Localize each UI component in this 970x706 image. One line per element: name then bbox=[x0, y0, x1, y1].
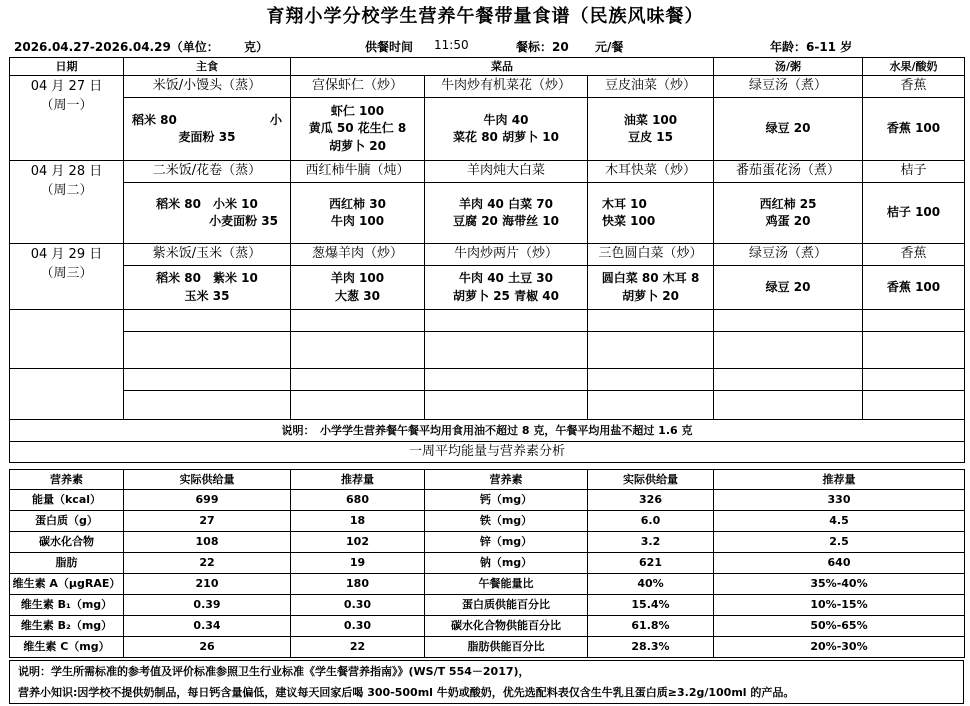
empty-cell bbox=[124, 310, 291, 332]
nutrient-name: 维生素 B₁（mg） bbox=[10, 595, 124, 616]
dish-name: 牛肉炒有机菜花（炒） bbox=[425, 76, 588, 98]
nutrient-header: 营养素 bbox=[425, 470, 588, 490]
empty-cell bbox=[291, 310, 425, 332]
staple-name: 二米饭/花卷（蒸） bbox=[124, 161, 291, 183]
soup-ingredients bbox=[714, 183, 863, 244]
empty-cell bbox=[714, 369, 863, 391]
empty-cell bbox=[124, 391, 291, 420]
dish-ingredients bbox=[425, 183, 588, 244]
soup-name: 绿豆汤（煮） bbox=[714, 76, 863, 98]
nutrition-row bbox=[10, 595, 965, 616]
recommended-value: 18 bbox=[291, 511, 425, 532]
ingredient-line: 香蕉 100 bbox=[886, 121, 941, 136]
ingredient-line: 菜花 80 胡萝卜 10 bbox=[453, 130, 559, 144]
nutrient-name: 钙（mg） bbox=[425, 490, 588, 511]
staple-ingredient-line: 稻米 80 小米 10 bbox=[156, 196, 258, 211]
day-date: 04 月 29 日 bbox=[30, 247, 103, 262]
empty-row bbox=[10, 369, 965, 391]
staple-ingredients bbox=[124, 98, 291, 161]
dish-ingredients bbox=[588, 266, 714, 310]
empty-cell bbox=[425, 391, 588, 420]
actual-value: 108 bbox=[124, 532, 291, 553]
recommended-header: 推荐量 bbox=[291, 470, 425, 490]
ingredient-line: 牛肉 40 bbox=[483, 112, 529, 127]
day-weekday: （周一） bbox=[40, 97, 93, 113]
oil-salt-note: 说明： 小学学生营养餐午餐平均用食用油不超过 8 克，午餐平均用盐不超过 1.6 克 bbox=[10, 420, 965, 442]
recommended-value: 50%-65% bbox=[714, 616, 965, 637]
ingredient-line: 牛肉 40 土豆 30 bbox=[459, 271, 553, 286]
nutrition-header-row bbox=[10, 470, 965, 490]
staple-ingredient-line: 稻米 80 紫米 10 bbox=[156, 271, 258, 286]
ingredient-line: 胡萝卜 25 青椒 40 bbox=[453, 288, 559, 303]
nutrient-name: 蛋白质供能百分比 bbox=[425, 595, 588, 616]
actual-value: 0.34 bbox=[124, 616, 291, 637]
ingredient-line: 胡萝卜 20 bbox=[329, 138, 386, 153]
actual-value: 210 bbox=[124, 574, 291, 595]
nutrient-name: 维生素 B₂（mg） bbox=[10, 616, 124, 637]
staple-name: 紫米饭/玉米（蒸） bbox=[124, 244, 291, 266]
dish-name: 三色圆白菜（炒） bbox=[588, 244, 714, 266]
ingredient-row bbox=[10, 98, 965, 161]
nutrient-name: 蛋白质（g） bbox=[10, 511, 124, 532]
dish-name: 西红柿牛腩（炖） bbox=[291, 161, 425, 183]
nutrition-body bbox=[10, 490, 965, 658]
ingredient-line: 黄瓜 50 花生仁 8 bbox=[308, 121, 407, 136]
staple-ingredient-line: 稻米 80 bbox=[132, 112, 177, 127]
age-range: 年龄：6-11 岁 bbox=[770, 40, 853, 54]
day-row bbox=[10, 161, 965, 183]
nutrition-row bbox=[10, 616, 965, 637]
serve-time: 11:50 bbox=[434, 38, 469, 52]
empty-cell bbox=[425, 332, 588, 369]
nutrition-row bbox=[10, 637, 965, 658]
staple-ingredient-line: 小 bbox=[269, 112, 282, 127]
analysis-title-row bbox=[10, 442, 965, 463]
day-weekday: （周三） bbox=[40, 265, 93, 281]
empty-cell bbox=[425, 369, 588, 391]
recommended-value: 0.30 bbox=[291, 595, 425, 616]
ingredient-line: 油菜 100 bbox=[623, 112, 678, 127]
dish-name: 葱爆羊肉（炒） bbox=[291, 244, 425, 266]
soup-name: 绿豆汤（煮） bbox=[714, 244, 863, 266]
nutrition-row bbox=[10, 490, 965, 511]
actual-value: 26 bbox=[124, 637, 291, 658]
empty-cell bbox=[10, 310, 124, 369]
nutrition-row bbox=[10, 574, 965, 595]
ingredient-line: 绿豆 20 bbox=[765, 121, 811, 136]
empty-cell bbox=[425, 310, 588, 332]
nutrition-table bbox=[9, 469, 965, 658]
actual-value: 699 bbox=[124, 490, 291, 511]
soup-ingredients bbox=[714, 266, 863, 310]
menu-table bbox=[9, 57, 965, 463]
empty-cell bbox=[291, 391, 425, 420]
fruit-name: 桔子 bbox=[863, 161, 965, 183]
empty-cell bbox=[10, 369, 124, 420]
soup-ingredients bbox=[714, 98, 863, 161]
nutrient-name: 维生素 C（mg） bbox=[10, 637, 124, 658]
day-row bbox=[10, 76, 965, 98]
actual-value: 621 bbox=[588, 553, 714, 574]
price-unit: 元/餐 bbox=[595, 40, 624, 54]
nutrient-name: 碳水化合物供能百分比 bbox=[425, 616, 588, 637]
staple-ingredient-line: 玉米 35 bbox=[184, 288, 230, 303]
ingredient-line: 圆白菜 80 木耳 8 bbox=[601, 271, 700, 286]
empty-cell bbox=[588, 391, 714, 420]
recommended-value: 20%-30% bbox=[714, 637, 965, 658]
menu-header-row bbox=[10, 58, 965, 76]
ingredient-line: 羊肉 100 bbox=[330, 271, 385, 286]
fruit-ingredients bbox=[863, 266, 965, 310]
dish-name: 木耳快菜（炒） bbox=[588, 161, 714, 183]
header-date: 日期 bbox=[10, 58, 124, 76]
actual-value: 6.0 bbox=[588, 511, 714, 532]
actual-header: 实际供给量 bbox=[588, 470, 714, 490]
ingredient-line: 豆腐 20 海带丝 10 bbox=[453, 214, 559, 228]
nutrition-row bbox=[10, 553, 965, 574]
empty-cell bbox=[714, 391, 863, 420]
recommended-value: 102 bbox=[291, 532, 425, 553]
recommended-value: 680 bbox=[291, 490, 425, 511]
empty-cell bbox=[863, 391, 965, 420]
recommended-value: 35%-40% bbox=[714, 574, 965, 595]
dish-ingredients bbox=[425, 98, 588, 161]
dish-name: 牛肉炒两片（炒） bbox=[425, 244, 588, 266]
page-title: 育翔小学分校学生营养午餐带量食谱（民族风味餐） bbox=[266, 6, 704, 27]
empty-cell bbox=[124, 369, 291, 391]
recommended-header: 推荐量 bbox=[714, 470, 965, 490]
ingredient-row bbox=[10, 183, 965, 244]
ingredient-line: 豆皮 15 bbox=[628, 130, 673, 144]
fruit-ingredients bbox=[863, 98, 965, 161]
dish-name: 豆皮油菜（炒） bbox=[588, 76, 714, 98]
header-dishes: 菜品 bbox=[291, 58, 714, 76]
ingredient-row bbox=[10, 266, 965, 310]
day-date: 04 月 28 日 bbox=[30, 164, 103, 179]
actual-value: 61.8% bbox=[588, 616, 714, 637]
day-cell bbox=[10, 76, 124, 161]
empty-cell bbox=[588, 310, 714, 332]
ingredient-line: 羊肉 40 白菜 70 bbox=[459, 196, 553, 211]
nutrient-name: 钠（mg） bbox=[425, 553, 588, 574]
empty-cell bbox=[291, 332, 425, 369]
date-range: 2026.04.27-2026.04.29（单位： bbox=[14, 40, 219, 54]
staple-ingredient-line: 麦面粉 35 bbox=[178, 130, 236, 144]
recommended-value: 19 bbox=[291, 553, 425, 574]
recommended-value: 4.5 bbox=[714, 511, 965, 532]
empty-cell bbox=[863, 369, 965, 391]
ingredient-line: 快菜 100 bbox=[602, 214, 656, 228]
fruit-name: 香蕉 bbox=[863, 76, 965, 98]
unit-label: 克） bbox=[244, 40, 269, 54]
analysis-title: 一周平均能量与营养素分析 bbox=[10, 442, 965, 463]
ingredient-line: 木耳 10 bbox=[602, 196, 647, 211]
actual-value: 326 bbox=[588, 490, 714, 511]
staple-ingredients bbox=[124, 266, 291, 310]
nutrient-name: 锌（mg） bbox=[425, 532, 588, 553]
nutrient-name: 碳水化合物 bbox=[10, 532, 124, 553]
nutrition-row bbox=[10, 511, 965, 532]
actual-value: 28.3% bbox=[588, 637, 714, 658]
actual-value: 40% bbox=[588, 574, 714, 595]
recommended-value: 640 bbox=[714, 553, 965, 574]
header-staple: 主食 bbox=[124, 58, 291, 76]
day-weekday: （周二） bbox=[40, 182, 93, 198]
serve-time-label: 供餐时间 bbox=[365, 40, 414, 54]
fruit-ingredients bbox=[863, 183, 965, 244]
ingredient-line: 胡萝卜 20 bbox=[622, 288, 679, 303]
empty-cell bbox=[588, 332, 714, 369]
header-fruit: 水果/酸奶 bbox=[863, 58, 965, 76]
nutrient-header: 营养素 bbox=[10, 470, 124, 490]
staple-ingredients bbox=[124, 183, 291, 244]
actual-value: 15.4% bbox=[588, 595, 714, 616]
day-date: 04 月 27 日 bbox=[30, 79, 103, 94]
empty-cell bbox=[863, 332, 965, 369]
ingredient-line: 鸡蛋 20 bbox=[765, 214, 811, 228]
dish-ingredients bbox=[588, 183, 714, 244]
empty-cell bbox=[714, 310, 863, 332]
day-cell bbox=[10, 244, 124, 310]
actual-value: 22 bbox=[124, 553, 291, 574]
price-label: 餐标：20 bbox=[516, 40, 569, 54]
ingredient-line: 大葱 30 bbox=[335, 288, 380, 303]
dish-name: 羊肉炖大白菜 bbox=[425, 161, 588, 183]
empty-cell bbox=[124, 332, 291, 369]
empty-row bbox=[10, 332, 965, 369]
ingredient-line: 绿豆 20 bbox=[765, 279, 811, 294]
dish-ingredients bbox=[291, 266, 425, 310]
nutrient-name: 午餐能量比 bbox=[425, 574, 588, 595]
empty-row bbox=[10, 310, 965, 332]
empty-row bbox=[10, 391, 965, 420]
nutrient-name: 铁（mg） bbox=[425, 511, 588, 532]
recommended-value: 330 bbox=[714, 490, 965, 511]
actual-value: 27 bbox=[124, 511, 291, 532]
day-row bbox=[10, 244, 965, 266]
oil-note-row bbox=[10, 420, 965, 442]
nutrient-name: 维生素 A（μgRAE） bbox=[10, 574, 124, 595]
dish-ingredients bbox=[291, 183, 425, 244]
nutrition-row bbox=[10, 532, 965, 553]
dish-ingredients bbox=[425, 266, 588, 310]
ingredient-line: 香蕉 100 bbox=[886, 279, 941, 294]
fruit-name: 香蕉 bbox=[863, 244, 965, 266]
nutrient-name: 脂肪 bbox=[10, 553, 124, 574]
day-cell bbox=[10, 161, 124, 244]
actual-header: 实际供给量 bbox=[124, 470, 291, 490]
recommended-value: 10%-15% bbox=[714, 595, 965, 616]
recommended-value: 22 bbox=[291, 637, 425, 658]
recommended-value: 2.5 bbox=[714, 532, 965, 553]
dish-ingredients bbox=[588, 98, 714, 161]
footer-notes bbox=[9, 660, 964, 704]
nutrient-name: 脂肪供能百分比 bbox=[425, 637, 588, 658]
recommended-value: 180 bbox=[291, 574, 425, 595]
ingredient-line: 虾仁 100 bbox=[330, 103, 385, 118]
ingredient-line: 西红柿 30 bbox=[329, 196, 386, 211]
dish-ingredients bbox=[291, 98, 425, 161]
empty-cell bbox=[714, 332, 863, 369]
ingredient-line: 牛肉 100 bbox=[330, 214, 385, 228]
header-soup: 汤/粥 bbox=[714, 58, 863, 76]
nutrient-name: 能量（kcal） bbox=[10, 490, 124, 511]
recommended-value: 0.30 bbox=[291, 616, 425, 637]
ingredient-line: 西红柿 25 bbox=[759, 196, 817, 211]
empty-cell bbox=[291, 369, 425, 391]
standard-note: 说明：学生所需标准的参考值及评价标准参照卫生行业标准《学生餐营养指南》》(WS/T 554－2017)， bbox=[18, 665, 530, 678]
dish-name: 宫保虾仁（炒） bbox=[291, 76, 425, 98]
soup-name: 番茄蛋花汤（煮） bbox=[714, 161, 863, 183]
nutrition-tip: 营养小知识:因学校不提供奶制品，每日钙含量偏低，建议每天回家后喝 300-500ml 牛奶或酸奶，优先选配料表仅含生牛乳且蛋白质≥3.2g/100ml 的产品。 bbox=[18, 686, 795, 699]
staple-name: 米饭/小馒头（蒸） bbox=[124, 76, 291, 98]
empty-cell bbox=[863, 310, 965, 332]
ingredient-line: 桔子 100 bbox=[886, 205, 941, 220]
actual-value: 0.39 bbox=[124, 595, 291, 616]
actual-value: 3.2 bbox=[588, 532, 714, 553]
staple-ingredient-line: 小麦面粉 35 bbox=[209, 214, 278, 228]
empty-cell bbox=[588, 369, 714, 391]
